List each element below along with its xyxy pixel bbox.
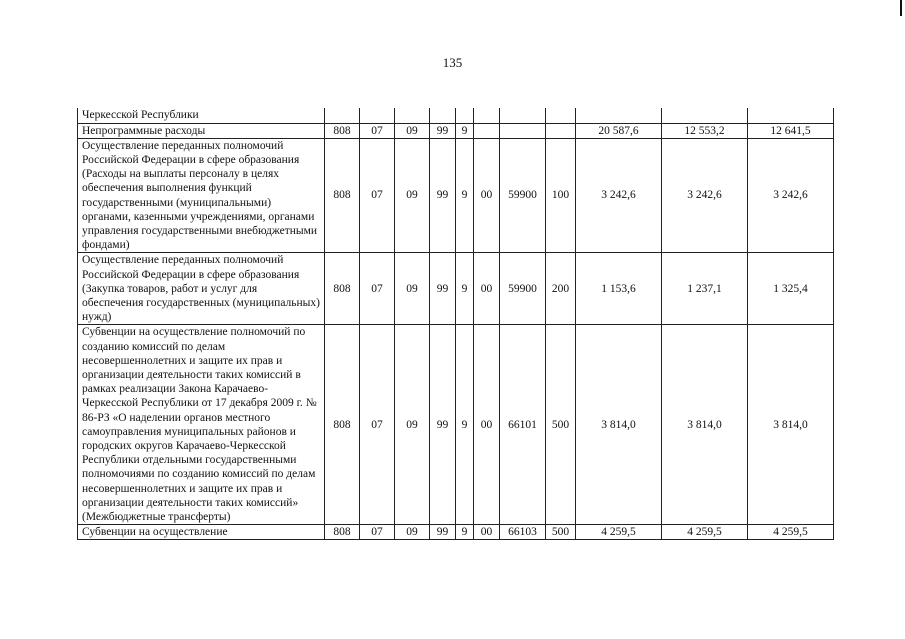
cell-code <box>430 108 456 123</box>
cell-code: 00 <box>474 325 500 525</box>
cell-amount: 12 641,5 <box>748 123 834 138</box>
cell-code: 9 <box>456 253 474 325</box>
cell-code: 07 <box>360 253 395 325</box>
cell-code <box>456 108 474 123</box>
cell-code <box>546 108 576 123</box>
row-description: Осуществление переданных полномочий Российской Федерации в сфере образования (Расходы на выплаты персоналу в целях обеспечения выполнения функций государственными (муниципальными) органами, казенными учреждениями, органами управления государственными внебюджетными фондами) <box>78 138 325 253</box>
cell-amount: 20 587,6 <box>576 123 662 138</box>
cell-code: 9 <box>456 138 474 253</box>
cell-code <box>500 108 546 123</box>
cell-code: 500 <box>546 525 576 540</box>
cell-code: 07 <box>360 138 395 253</box>
cell-amount: 3 814,0 <box>662 325 748 525</box>
cell-code: 99 <box>430 253 456 325</box>
cell-code <box>500 123 546 138</box>
cell-code <box>474 108 500 123</box>
cell-amount: 1 153,6 <box>576 253 662 325</box>
cell-code <box>325 108 360 123</box>
cell-code: 59900 <box>500 253 546 325</box>
cell-code <box>546 123 576 138</box>
cell-code: 808 <box>325 253 360 325</box>
cell-code: 07 <box>360 123 395 138</box>
cell-amount: 3 814,0 <box>748 325 834 525</box>
cell-amount: 12 553,2 <box>662 123 748 138</box>
cell-amount: 3 242,6 <box>748 138 834 253</box>
cell-code: 808 <box>325 123 360 138</box>
cell-code: 808 <box>325 325 360 525</box>
cell-code: 808 <box>325 138 360 253</box>
cell-code: 99 <box>430 325 456 525</box>
row-description: Осуществление переданных полномочий Российской Федерации в сфере образования (Закупка товаров, работ и услуг для обеспечения государственных (муниципальных) нужд) <box>78 253 325 325</box>
cell-amount: 3 242,6 <box>576 138 662 253</box>
table-row <box>78 325 834 525</box>
cell-code: 200 <box>546 253 576 325</box>
cell-code: 9 <box>456 123 474 138</box>
cell-code: 09 <box>395 253 430 325</box>
cell-code: 00 <box>474 253 500 325</box>
budget-table <box>77 108 834 540</box>
cell-code: 99 <box>430 525 456 540</box>
cell-code: 9 <box>456 325 474 525</box>
row-description: Черкесской Республики <box>78 108 325 123</box>
cell-code: 59900 <box>500 138 546 253</box>
cell-amount <box>576 108 662 123</box>
table-row <box>78 123 834 138</box>
cell-code: 00 <box>474 138 500 253</box>
cell-amount: 4 259,5 <box>576 525 662 540</box>
cell-code: 09 <box>395 325 430 525</box>
cell-code: 808 <box>325 525 360 540</box>
cell-amount: 1 325,4 <box>748 253 834 325</box>
cell-code: 09 <box>395 123 430 138</box>
cell-code: 99 <box>430 123 456 138</box>
row-description: Субвенции на осуществление полномочий по созданию комиссий по делам несовершеннолетних и защите их прав и организации деятельности таких комиссий в рамках реализации Закона Карачаево-Черкесской Республики от 17 декабря 2009 г. № 86-РЗ «О наделении органов местного самоуправления муниципальных районов и городских округов Карачаево-Черкесской Республики отдельными государственными полномочиями по созданию комиссий по делам несовершеннолетних и защите их прав и организации деятельности таких комиссий» (Межбюджетные трансферты) <box>78 325 325 525</box>
table-row <box>78 525 834 540</box>
cell-code: 9 <box>456 525 474 540</box>
cell-code: 100 <box>546 138 576 253</box>
cell-code <box>395 108 430 123</box>
cell-code: 66101 <box>500 325 546 525</box>
cell-amount: 3 814,0 <box>576 325 662 525</box>
cell-code <box>474 123 500 138</box>
cell-amount: 1 237,1 <box>662 253 748 325</box>
cell-code: 09 <box>395 138 430 253</box>
page-number: 135 <box>442 55 463 70</box>
cell-amount: 4 259,5 <box>748 525 834 540</box>
cell-amount: 4 259,5 <box>662 525 748 540</box>
cell-code: 09 <box>395 525 430 540</box>
table-row <box>78 108 834 123</box>
cell-code: 66103 <box>500 525 546 540</box>
cell-code <box>360 108 395 123</box>
cell-code: 99 <box>430 138 456 253</box>
cell-amount: 3 242,6 <box>662 138 748 253</box>
cell-amount <box>748 108 834 123</box>
page-edge-mark <box>900 0 902 16</box>
cell-code: 07 <box>360 525 395 540</box>
cell-code: 07 <box>360 325 395 525</box>
row-description: Субвенции на осуществление <box>78 525 325 540</box>
row-description: Непрограммные расходы <box>78 123 325 138</box>
cell-code: 500 <box>546 325 576 525</box>
cell-code: 00 <box>474 525 500 540</box>
table-row <box>78 138 834 253</box>
table-row <box>78 253 834 325</box>
cell-amount <box>662 108 748 123</box>
